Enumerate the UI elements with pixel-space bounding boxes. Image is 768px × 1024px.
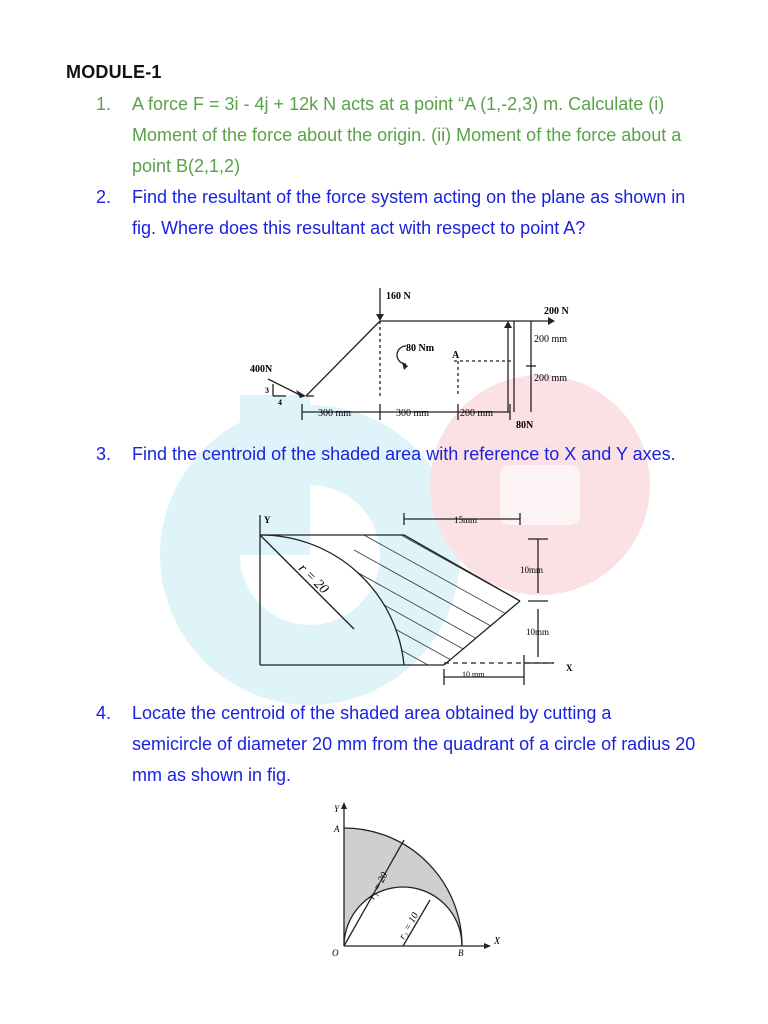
force-system-figure — [248, 284, 588, 434]
axis-x-label: X — [494, 936, 501, 947]
dim-10-c-label: 10 mm — [462, 670, 485, 679]
question-number: 1. — [96, 94, 112, 114]
question-number: 3. — [96, 444, 112, 464]
ratio-4-label: 4 — [278, 398, 282, 407]
question-1 — [96, 89, 696, 182]
force-80-label: 80N — [516, 420, 534, 431]
axis-y-label: Y — [264, 515, 271, 525]
question-2 — [96, 182, 696, 244]
question-text: Find the centroid of the shaded area with reference to X and Y axes. — [132, 444, 676, 464]
question-number: 4. — [96, 703, 112, 723]
question-text: Locate the centroid of the shaded area obtained by cutting a semicircle of diameter 20 mm from the quadrant of a circle of radius 20 mm as shown in fig. — [132, 703, 696, 785]
dim-200-top: 200 mm — [534, 334, 568, 345]
force-200-label: 200 N — [544, 306, 569, 317]
point-a-label: A — [334, 824, 340, 834]
dim-15-label: 15mm — [454, 515, 478, 525]
module-heading: MODULE-1 — [66, 62, 162, 82]
question-number: 2. — [96, 187, 112, 207]
question-text: Find the resultant of the force system acting on the plane as shown in fig. Where does this resultant act with respect to point A? — [132, 187, 686, 238]
dim-10-b-label: 10mm — [526, 627, 550, 637]
dim-300-a: 300 mm — [318, 408, 352, 419]
force-160-label: 160 N — [386, 291, 411, 302]
shaded-area-figure — [244, 505, 588, 695]
force-400-label: 400N — [250, 364, 273, 375]
question-4 — [96, 698, 696, 791]
point-a-label: A — [452, 350, 460, 361]
r2-label: r₂ = 10 — [397, 910, 422, 942]
dim-200-mid: 200 mm — [534, 373, 568, 384]
question-3 — [96, 439, 696, 470]
dim-200-bottom: 200 mm — [460, 408, 494, 419]
r1-label: r₁ = 20 — [366, 870, 391, 902]
axis-x-label: X — [566, 663, 573, 673]
point-b-label: B — [458, 948, 464, 958]
quadrant-figure — [326, 800, 512, 960]
dim-10-a-label: 10mm — [520, 565, 544, 575]
ratio-3-label: 3 — [265, 386, 269, 395]
question-text: A force F = 3i - 4j + 12k N acts at a point “A (1,-2,3) m. Calculate (i) Moment of the force about the origin. (ii) Moment of the force about a point B(2,1,2) — [132, 94, 682, 176]
axis-y-label: Y — [334, 804, 340, 814]
point-o-label: O — [332, 948, 339, 958]
radius-label: r = 20 — [295, 561, 332, 598]
dim-300-b: 300 mm — [396, 408, 430, 419]
moment-label: 80 Nm — [406, 343, 435, 354]
